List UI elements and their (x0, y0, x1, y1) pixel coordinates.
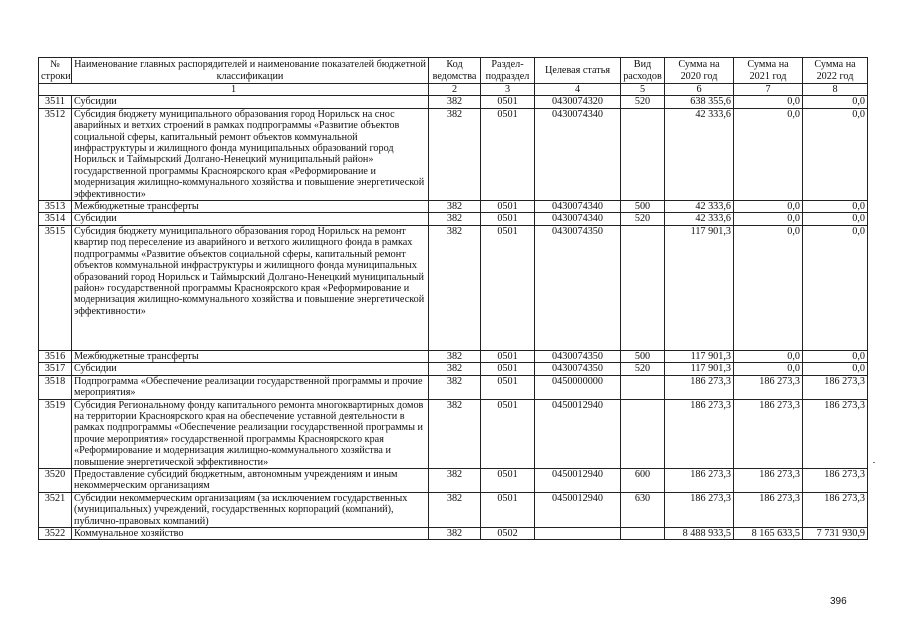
row-sum-2022: 0,0 (803, 363, 868, 375)
index-cell-8: 8 (803, 84, 868, 96)
row-type: 520 (621, 363, 665, 375)
row-number: 3512 (39, 108, 72, 200)
row-number: 3520 (39, 468, 72, 492)
table-row (39, 350, 868, 362)
row-dept: 382 (429, 108, 481, 200)
table-row (39, 492, 868, 527)
row-section: 0501 (481, 201, 535, 213)
row-target: 0430074340 (535, 108, 621, 200)
row-dept: 382 (429, 363, 481, 375)
row-sum-2020: 117 901,3 (665, 363, 734, 375)
row-sum-2021: 0,0 (734, 201, 803, 213)
table-row (39, 108, 868, 200)
row-target: 0430074350 (535, 350, 621, 362)
table-row (39, 527, 868, 539)
row-section: 0501 (481, 375, 535, 399)
table-row (39, 375, 868, 399)
row-dept: 382 (429, 375, 481, 399)
header-sum-2020: Сумма на 2020 год (665, 58, 734, 84)
row-name: Межбюджетные трансферты (72, 201, 429, 213)
header-row-number: № строки (39, 58, 72, 84)
row-sum-2020: 117 901,3 (665, 225, 734, 350)
index-cell-6: 6 (665, 84, 734, 96)
row-type: 600 (621, 468, 665, 492)
row-dept: 382 (429, 350, 481, 362)
row-section: 0501 (481, 108, 535, 200)
row-dept: 382 (429, 527, 481, 539)
row-sum-2021: 186 273,3 (734, 399, 803, 468)
row-number: 3516 (39, 350, 72, 362)
row-sum-2020: 638 355,6 (665, 96, 734, 108)
row-name: Субсидия бюджету муниципального образования город Норильск на снос аварийных и ветхих строений в рамках подпрограммы «Развитие объектов социальной сферы, капитальный ремонт объектов коммунальной инфраструктуры и жилищного фонда муниципальных образований город Норильск и Таймырский Долгано-Ненецкий муниципальный район» государственной программы Красноярского края «Реформирование и модернизация жилищно-коммунального хозяйства и повышение энергетической эффективности» (72, 108, 429, 200)
header-row (39, 58, 868, 84)
row-sum-2021: 0,0 (734, 213, 803, 225)
row-number: 3521 (39, 492, 72, 527)
row-number: 3515 (39, 225, 72, 350)
row-dept: 382 (429, 213, 481, 225)
row-dept: 382 (429, 492, 481, 527)
table-row (39, 96, 868, 108)
row-type: 500 (621, 350, 665, 362)
row-name: Субсидии (72, 96, 429, 108)
row-number: 3517 (39, 363, 72, 375)
row-type (621, 225, 665, 350)
row-sum-2020: 186 273,3 (665, 492, 734, 527)
row-section: 0501 (481, 96, 535, 108)
row-target: 0450000000 (535, 375, 621, 399)
row-name: Субсидии (72, 363, 429, 375)
row-sum-2022: 0,0 (803, 350, 868, 362)
row-type: 520 (621, 213, 665, 225)
row-section: 0501 (481, 468, 535, 492)
row-type: 500 (621, 201, 665, 213)
row-dept: 382 (429, 225, 481, 350)
index-row (39, 84, 868, 96)
row-target: 0430074340 (535, 213, 621, 225)
row-sum-2020: 186 273,3 (665, 375, 734, 399)
header-target: Целевая статья (535, 58, 621, 84)
row-sum-2022: 186 273,3 (803, 375, 868, 399)
page-number: 396 (830, 596, 847, 607)
row-name: Субсидии (72, 213, 429, 225)
index-cell-5: 5 (621, 84, 665, 96)
index-cell-4: 4 (535, 84, 621, 96)
row-target: 0450012940 (535, 468, 621, 492)
row-target: 0430074350 (535, 225, 621, 350)
row-section: 0501 (481, 213, 535, 225)
budget-table-sheet (38, 57, 867, 540)
table-row (39, 399, 868, 468)
header-section: Раздел-подраздел (481, 58, 535, 84)
row-dept: 382 (429, 96, 481, 108)
row-sum-2021: 0,0 (734, 350, 803, 362)
table-row (39, 363, 868, 375)
header-name: Наименование главных распорядителей и наименование показателей бюджетной классификации (72, 58, 429, 84)
row-target: 0430074320 (535, 96, 621, 108)
row-number: 3522 (39, 527, 72, 539)
row-sum-2022: 186 273,3 (803, 399, 868, 468)
row-sum-2022: 7 731 930,9 (803, 527, 868, 539)
budget-table (38, 57, 868, 540)
row-sum-2020: 117 901,3 (665, 350, 734, 362)
row-name: Предоставление субсидий бюджетным, автономным учреждениям и иным некоммерческим организациям (72, 468, 429, 492)
row-name: Субсидии некоммерческим организациям (за исключением государственных (муниципальных) учреждений, государственных корпораций (компаний), публично-правовых компаний) (72, 492, 429, 527)
row-name: Межбюджетные трансферты (72, 350, 429, 362)
row-dept: 382 (429, 399, 481, 468)
row-number: 3519 (39, 399, 72, 468)
row-sum-2020: 8 488 933,5 (665, 527, 734, 539)
index-cell-3: 3 (481, 84, 535, 96)
row-sum-2022: 0,0 (803, 108, 868, 200)
row-number: 3514 (39, 213, 72, 225)
row-sum-2020: 186 273,3 (665, 399, 734, 468)
row-name: Субсидия бюджету муниципального образования город Норильск на ремонт квартир под переселение из аварийного и ветхого жилищного фонда в рамках подпрограммы «Развитие объектов социальной сферы, капитальный ремонт объектов коммунальной инфраструктуры и жилищного фонда муниципальных образований город Норильск и Таймырский Долгано-Ненецкий муниципальный район» государственной программы Красноярского края «Реформирование и модернизация жилищно-коммунального хозяйства и повышение энергетической эффективности» (72, 225, 429, 350)
row-sum-2022: 186 273,3 (803, 468, 868, 492)
row-sum-2022: 0,0 (803, 213, 868, 225)
index-cell-7: 7 (734, 84, 803, 96)
header-sum-2021: Сумма на 2021 год (734, 58, 803, 84)
index-cell-2: 2 (429, 84, 481, 96)
row-sum-2021: 186 273,3 (734, 375, 803, 399)
row-section: 0501 (481, 350, 535, 362)
row-type (621, 108, 665, 200)
row-section: 0501 (481, 363, 535, 375)
table-row (39, 225, 868, 350)
scan-speck (873, 462, 875, 463)
row-sum-2020: 42 333,6 (665, 201, 734, 213)
row-sum-2021: 186 273,3 (734, 492, 803, 527)
row-sum-2021: 0,0 (734, 108, 803, 200)
row-section: 0502 (481, 527, 535, 539)
row-type (621, 375, 665, 399)
row-sum-2022: 0,0 (803, 225, 868, 350)
row-section: 0501 (481, 399, 535, 468)
row-type (621, 399, 665, 468)
row-section: 0501 (481, 225, 535, 350)
row-number: 3511 (39, 96, 72, 108)
row-dept: 382 (429, 201, 481, 213)
row-target: 0450012940 (535, 399, 621, 468)
table-row (39, 213, 868, 225)
row-sum-2021: 0,0 (734, 225, 803, 350)
row-sum-2022: 0,0 (803, 96, 868, 108)
row-target (535, 527, 621, 539)
row-sum-2020: 42 333,6 (665, 213, 734, 225)
row-sum-2022: 0,0 (803, 201, 868, 213)
row-sum-2020: 42 333,6 (665, 108, 734, 200)
row-dept: 382 (429, 468, 481, 492)
header-dept-code: Код ведомства (429, 58, 481, 84)
row-name: Коммунальное хозяйство (72, 527, 429, 539)
row-sum-2021: 8 165 633,5 (734, 527, 803, 539)
header-sum-2022: Сумма на 2022 год (803, 58, 868, 84)
row-section: 0501 (481, 492, 535, 527)
row-target: 0450012940 (535, 492, 621, 527)
row-number: 3518 (39, 375, 72, 399)
header-expense-type: Вид расходов (621, 58, 665, 84)
row-sum-2021: 0,0 (734, 96, 803, 108)
table-row (39, 201, 868, 213)
row-sum-2021: 186 273,3 (734, 468, 803, 492)
row-target: 0430074350 (535, 363, 621, 375)
row-type: 520 (621, 96, 665, 108)
row-name: Субсидия Региональному фонду капитального ремонта многоквартирных домов на территории Красноярского края на обеспечение уставной деятельности в рамках подпрограммы «Обеспечение реализации государственной программы и прочие мероприятия» государственной программы Красноярского края «Реформирование и модернизация жилищно-коммунального хозяйства и повышение энергетической эффективности» (72, 399, 429, 468)
row-sum-2021: 0,0 (734, 363, 803, 375)
row-name: Подпрограмма «Обеспечение реализации государственной программы и прочие мероприятия» (72, 375, 429, 399)
table-row (39, 468, 868, 492)
row-target: 0430074340 (535, 201, 621, 213)
row-sum-2020: 186 273,3 (665, 468, 734, 492)
row-type: 630 (621, 492, 665, 527)
row-type (621, 527, 665, 539)
index-cell-1: 1 (39, 84, 429, 96)
row-sum-2022: 186 273,3 (803, 492, 868, 527)
row-number: 3513 (39, 201, 72, 213)
